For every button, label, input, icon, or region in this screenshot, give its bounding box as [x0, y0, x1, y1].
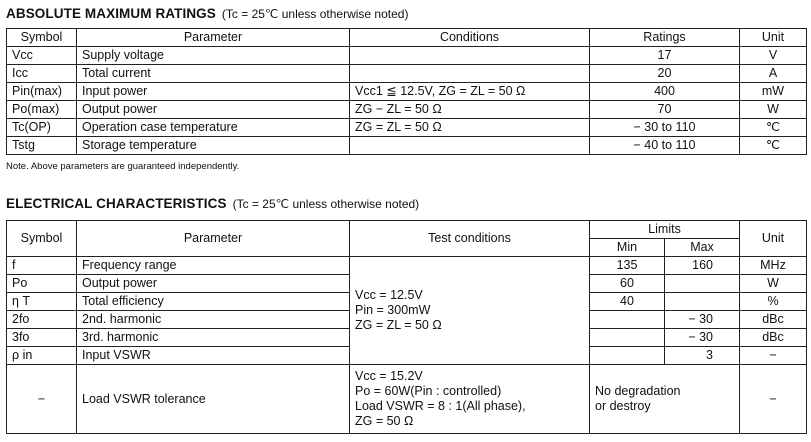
- table-header-row: [7, 221, 807, 239]
- col-unit: Unit: [740, 29, 807, 47]
- unit-cell: −: [740, 347, 807, 365]
- max-cell: − 30: [665, 329, 740, 347]
- col-unit: Unit: [740, 221, 807, 257]
- max-cell: 160: [665, 257, 740, 275]
- ec-title: [6, 196, 419, 211]
- conditions-cell: ZG = ZL = 50 Ω: [350, 119, 590, 137]
- test-condition-line: ZG = ZL = 50 Ω: [355, 318, 442, 332]
- symbol-cell: Po(max): [7, 101, 77, 119]
- table-row: [7, 119, 807, 137]
- max-cell: 3: [665, 347, 740, 365]
- unit-cell: −: [740, 365, 807, 434]
- col-min: Min: [590, 239, 665, 257]
- symbol-cell: 2fo: [7, 311, 77, 329]
- symbol-cell: Pin(max): [7, 83, 77, 101]
- table-row: [7, 47, 807, 65]
- electrical-characteristics-table: [6, 220, 807, 434]
- table-header-row: [7, 29, 807, 47]
- col-limits: Limits: [590, 221, 740, 239]
- unit-cell: %: [740, 293, 807, 311]
- symbol-cell: ρ in: [7, 347, 77, 365]
- load-limits-cell: [590, 365, 740, 434]
- unit-cell: mW: [740, 83, 807, 101]
- col-symbol: Symbol: [7, 221, 77, 257]
- load-condition-line: Load VSWR = 8 : 1(All phase),: [355, 399, 526, 413]
- max-cell: − 30: [665, 311, 740, 329]
- test-condition-line: Vcc = 12.5V: [355, 288, 423, 302]
- min-cell: [590, 311, 665, 329]
- max-cell: [665, 293, 740, 311]
- symbol-cell: Vcc: [7, 47, 77, 65]
- parameter-cell: Input power: [77, 83, 350, 101]
- conditions-cell: Vcc1 ≦ 12.5V, ZG = ZL = 50 Ω: [350, 83, 590, 101]
- test-condition-line: Pin = 300mW: [355, 303, 431, 317]
- min-cell: [590, 329, 665, 347]
- conditions-cell: [350, 47, 590, 65]
- unit-cell: A: [740, 65, 807, 83]
- amr-note: Note. Above parameters are guaranteed independently.: [6, 161, 240, 172]
- col-parameter: Parameter: [77, 29, 350, 47]
- min-cell: 40: [590, 293, 665, 311]
- absolute-max-ratings-table: [6, 28, 807, 155]
- parameter-cell: 3rd. harmonic: [77, 329, 350, 347]
- col-symbol: Symbol: [7, 29, 77, 47]
- table-row-load-vswr: [7, 365, 807, 434]
- ec-heading: ELECTRICAL CHARACTERISTICS: [6, 196, 227, 211]
- table-row: [7, 101, 807, 119]
- unit-cell: ℃: [740, 119, 807, 137]
- ratings-cell: 70: [590, 101, 740, 119]
- col-ratings: Ratings: [590, 29, 740, 47]
- ratings-cell: 17: [590, 47, 740, 65]
- conditions-cell: [350, 65, 590, 83]
- ratings-cell: 20: [590, 65, 740, 83]
- unit-cell: ℃: [740, 137, 807, 155]
- parameter-cell: Total efficiency: [77, 293, 350, 311]
- table-row: [7, 65, 807, 83]
- col-conditions: Conditions: [350, 29, 590, 47]
- max-cell: [665, 275, 740, 293]
- ec-condition: (Tc = 25℃ unless otherwise noted): [232, 197, 420, 211]
- parameter-cell: Load VSWR tolerance: [77, 365, 350, 434]
- amr-title: [6, 6, 408, 21]
- load-condition-line: Vcc = 15.2V: [355, 369, 423, 383]
- symbol-cell: Tc(OP): [7, 119, 77, 137]
- unit-cell: MHz: [740, 257, 807, 275]
- col-parameter: Parameter: [77, 221, 350, 257]
- parameter-cell: Total current: [77, 65, 350, 83]
- ratings-cell: 400: [590, 83, 740, 101]
- parameter-cell: Frequency range: [77, 257, 350, 275]
- parameter-cell: Output power: [77, 101, 350, 119]
- load-conditions-cell: [350, 365, 590, 434]
- symbol-cell: η T: [7, 293, 77, 311]
- parameter-cell: Storage temperature: [77, 137, 350, 155]
- ratings-cell: − 30 to 110: [590, 119, 740, 137]
- unit-cell: W: [740, 101, 807, 119]
- symbol-cell: −: [7, 365, 77, 434]
- amr-condition: (Tc = 25℃ unless otherwise noted): [221, 7, 409, 21]
- min-cell: 60: [590, 275, 665, 293]
- parameter-cell: Operation case temperature: [77, 119, 350, 137]
- parameter-cell: Output power: [77, 275, 350, 293]
- test-conditions-cell: [350, 257, 590, 365]
- parameter-cell: Input VSWR: [77, 347, 350, 365]
- amr-heading: ABSOLUTE MAXIMUM RATINGS: [6, 6, 216, 21]
- conditions-cell: [350, 137, 590, 155]
- col-test-conditions: Test conditions: [350, 221, 590, 257]
- ratings-cell: − 40 to 110: [590, 137, 740, 155]
- table-row: [7, 83, 807, 101]
- symbol-cell: Tstg: [7, 137, 77, 155]
- symbol-cell: Icc: [7, 65, 77, 83]
- table-row: [7, 137, 807, 155]
- parameter-cell: 2nd. harmonic: [77, 311, 350, 329]
- conditions-cell: ZG − ZL = 50 Ω: [350, 101, 590, 119]
- symbol-cell: 3fo: [7, 329, 77, 347]
- parameter-cell: Supply voltage: [77, 47, 350, 65]
- unit-cell: dBc: [740, 329, 807, 347]
- table-row: [7, 257, 807, 275]
- min-cell: [590, 347, 665, 365]
- unit-cell: dBc: [740, 311, 807, 329]
- col-max: Max: [665, 239, 740, 257]
- unit-cell: W: [740, 275, 807, 293]
- symbol-cell: Po: [7, 275, 77, 293]
- min-cell: 135: [590, 257, 665, 275]
- load-limit-line: No degradation: [595, 384, 681, 398]
- load-limit-line: or destroy: [595, 399, 651, 413]
- unit-cell: V: [740, 47, 807, 65]
- load-condition-line: Po = 60W(Pin : controlled): [355, 384, 502, 398]
- load-condition-line: ZG = 50 Ω: [355, 414, 414, 428]
- symbol-cell: f: [7, 257, 77, 275]
